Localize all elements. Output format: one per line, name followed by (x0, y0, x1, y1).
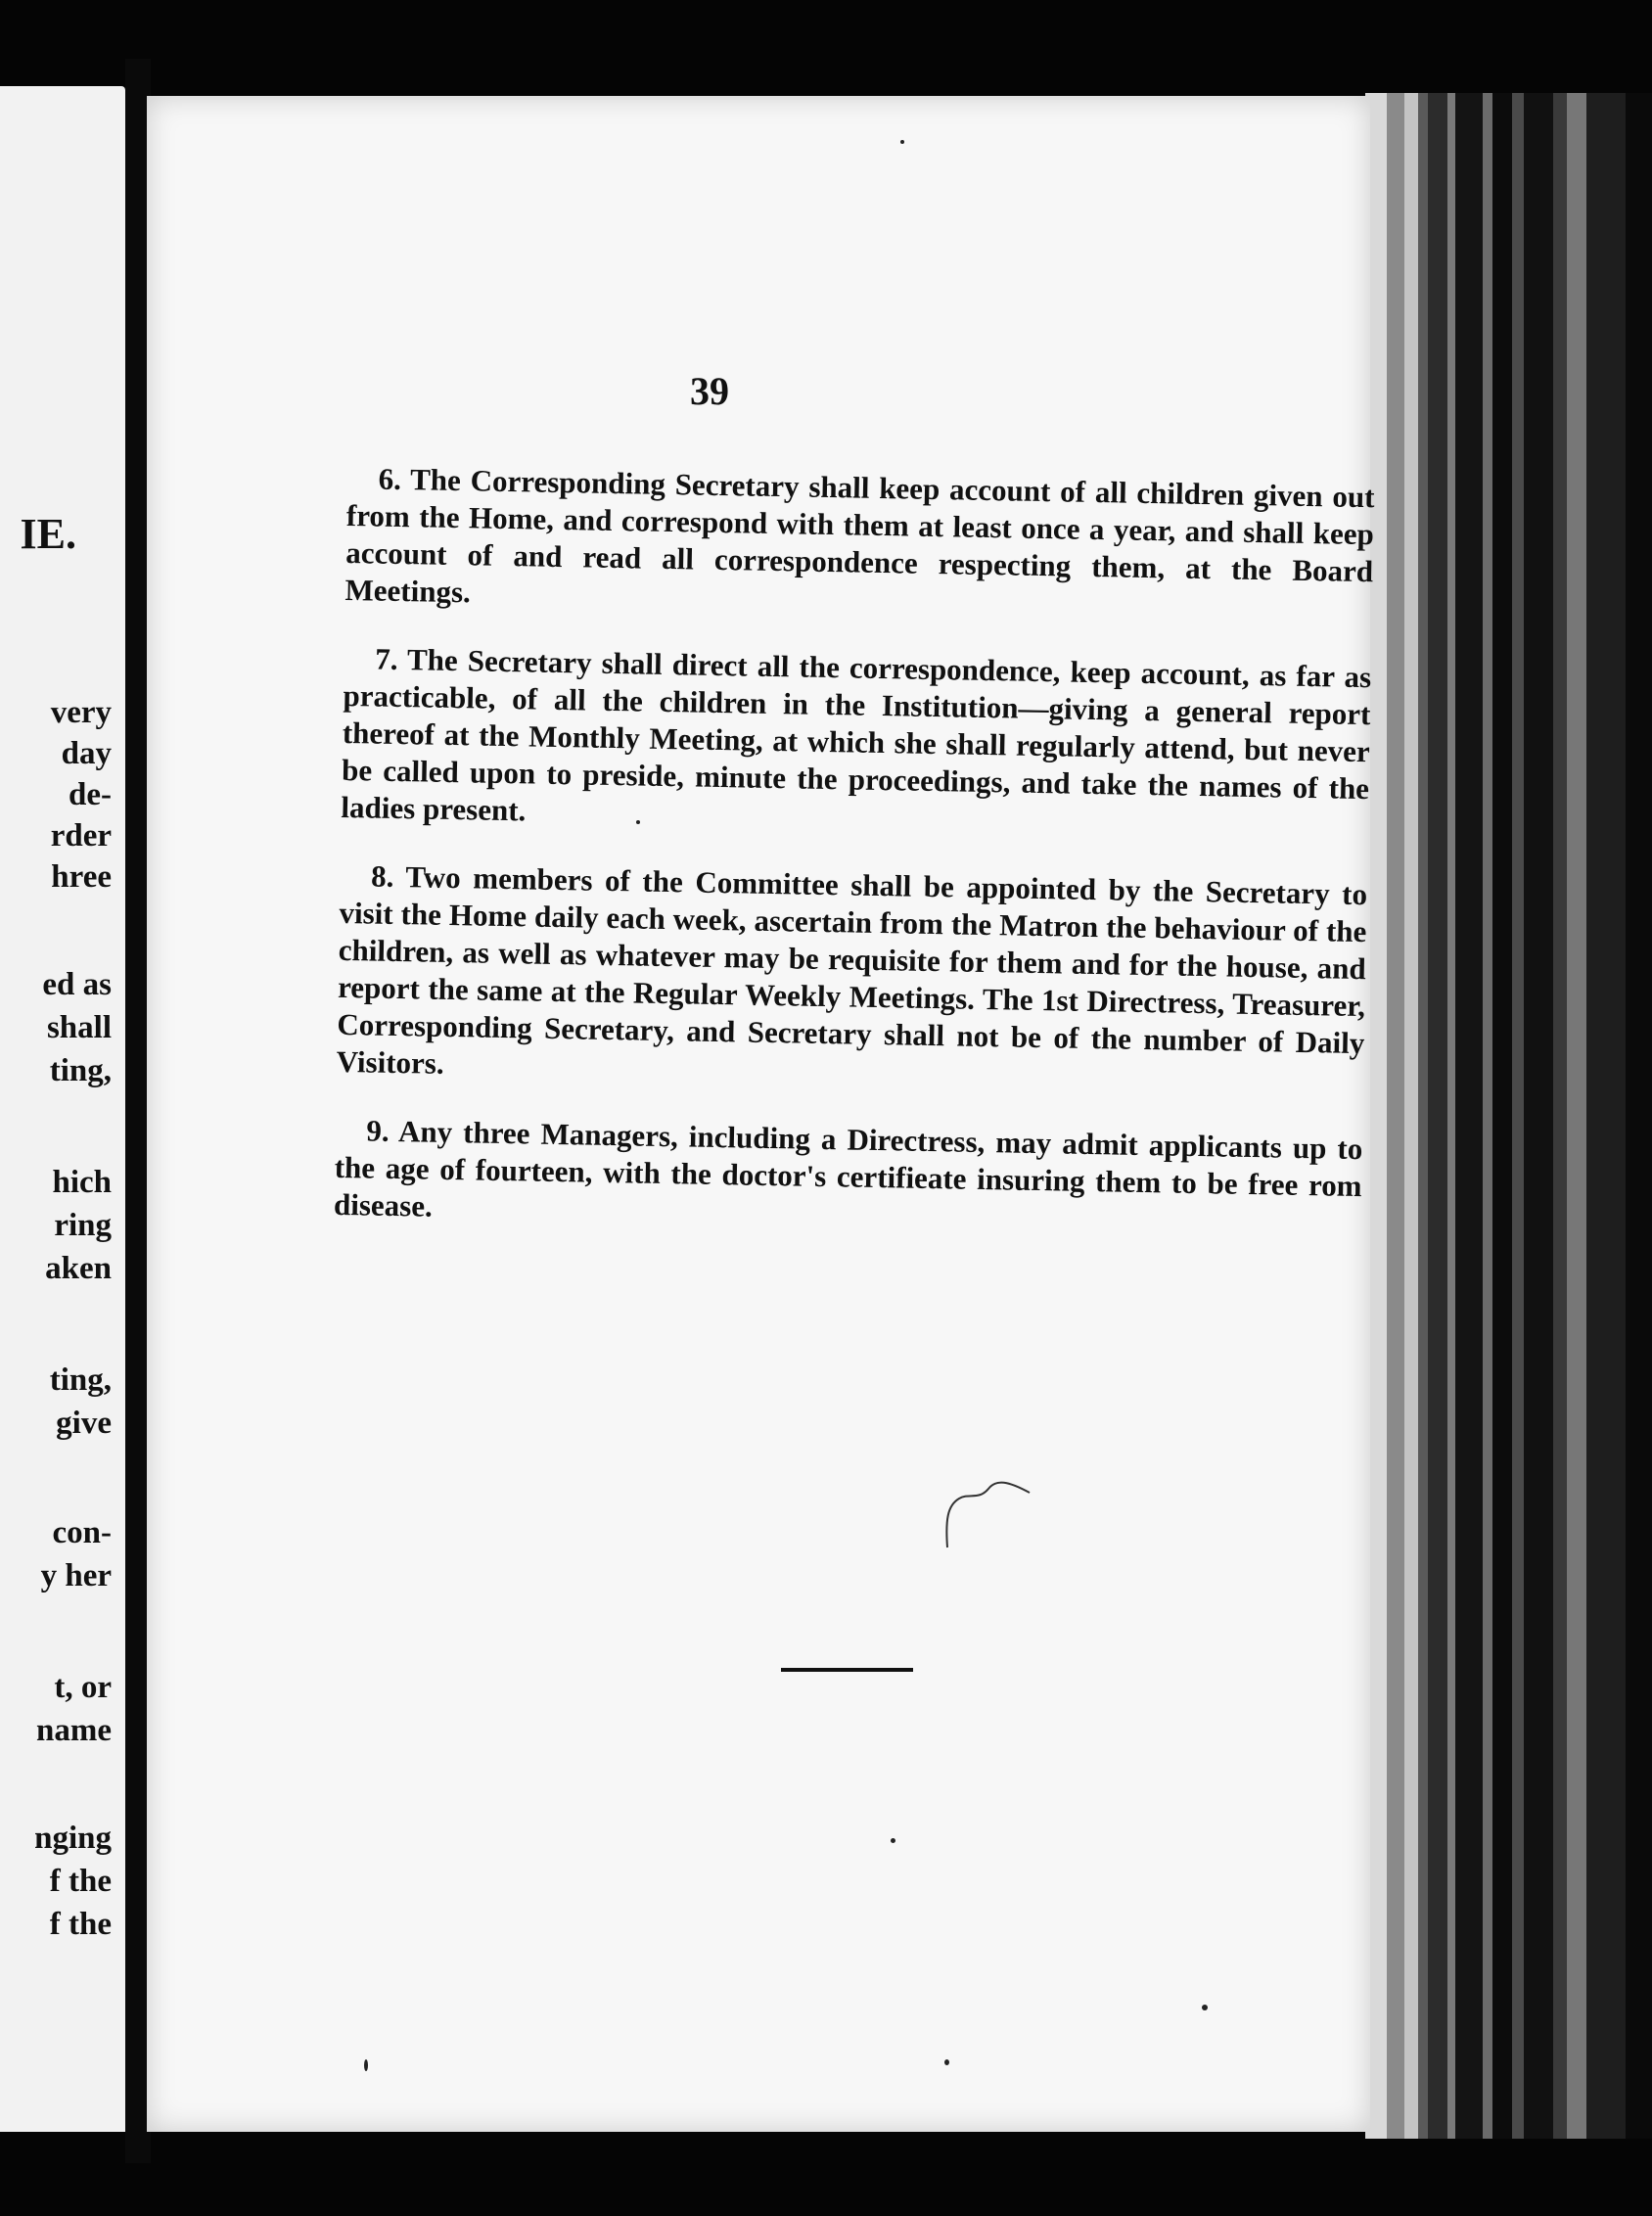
page-number-text: 39 (690, 369, 729, 413)
left-page-fragment: f the (49, 1864, 112, 1899)
left-page-fragment: hich (52, 1165, 112, 1200)
ink-speck (944, 2059, 949, 2065)
left-page-fragment: nging (34, 1821, 112, 1856)
left-page-fragment: ting, (49, 1053, 112, 1088)
ink-speck (891, 1838, 895, 1843)
rule-paragraph-8: 8. Two members of the Committee shall be appointed by the Secretary to visit the Home daily each week, ascertain from the Matron the behaviour of the children, as well as whatever may be requisite for them and for the house, and report the same at the Regular Weekly Meetings. The 1st Directress, Treasurer, Corresponding Secretary, and Secretary shall not be of the number of Daily Visitors. (336, 858, 1368, 1081)
left-page-fragment: f the (49, 1907, 112, 1942)
ink-speck (364, 2059, 368, 2071)
ink-speck (636, 820, 640, 824)
left-page-fragment: IE. (20, 510, 76, 558)
page-body (333, 460, 1375, 1273)
rule-paragraph-9: 9. Any three Managers, including a Directress, may admit applicants up to the age of fourteen, with the doctor's certifieate insuring them to be free rom disease. (333, 1113, 1363, 1223)
left-facing-page (0, 86, 125, 2132)
left-page-fragment: shall (46, 1010, 112, 1045)
left-page-fragment: con- (52, 1515, 112, 1550)
ink-speck (1202, 2005, 1208, 2010)
rule-paragraph-7: 7. The Secretary shall direct all the correspondence, keep account, as far as practicable, of all the children in the Institution—giving a general report thereof at the Monthly Meeting, at which she shall regularly attend, but never be called upon to preside, minute the proceedings, and take the names of the ladies present. (341, 641, 1372, 828)
rule-paragraph-6: 6. The Corresponding Secretary shall keep account of all children given out from the Home, and correspond with them at least once a year, and shall keep account of and read all correspondence respecting them, at the Board Meetings. (344, 461, 1375, 610)
left-page-fragment: y her (40, 1558, 112, 1593)
pen-mark (940, 1471, 1037, 1559)
section-end-rule (781, 1668, 913, 1672)
left-page-fragment: ed as (42, 967, 112, 1002)
left-page-fragment: de- (69, 777, 112, 812)
page-edges-stack (1365, 93, 1652, 2139)
left-page-fragment: rder (50, 818, 112, 854)
left-page-fragment: ting, (49, 1362, 112, 1398)
page-number (147, 368, 1370, 414)
left-page-fragment: give (56, 1406, 112, 1441)
left-page-fragment: aken (45, 1251, 112, 1286)
left-page-fragment: day (61, 736, 112, 771)
ink-speck (900, 140, 904, 144)
left-page-fragment: hree (51, 859, 112, 895)
left-page-fragment: ring (54, 1208, 112, 1243)
left-page-fragment: very (50, 695, 112, 730)
left-page-fragment: t, or (54, 1670, 112, 1705)
book-page (147, 96, 1375, 2132)
left-page-fragment: name (36, 1713, 112, 1748)
